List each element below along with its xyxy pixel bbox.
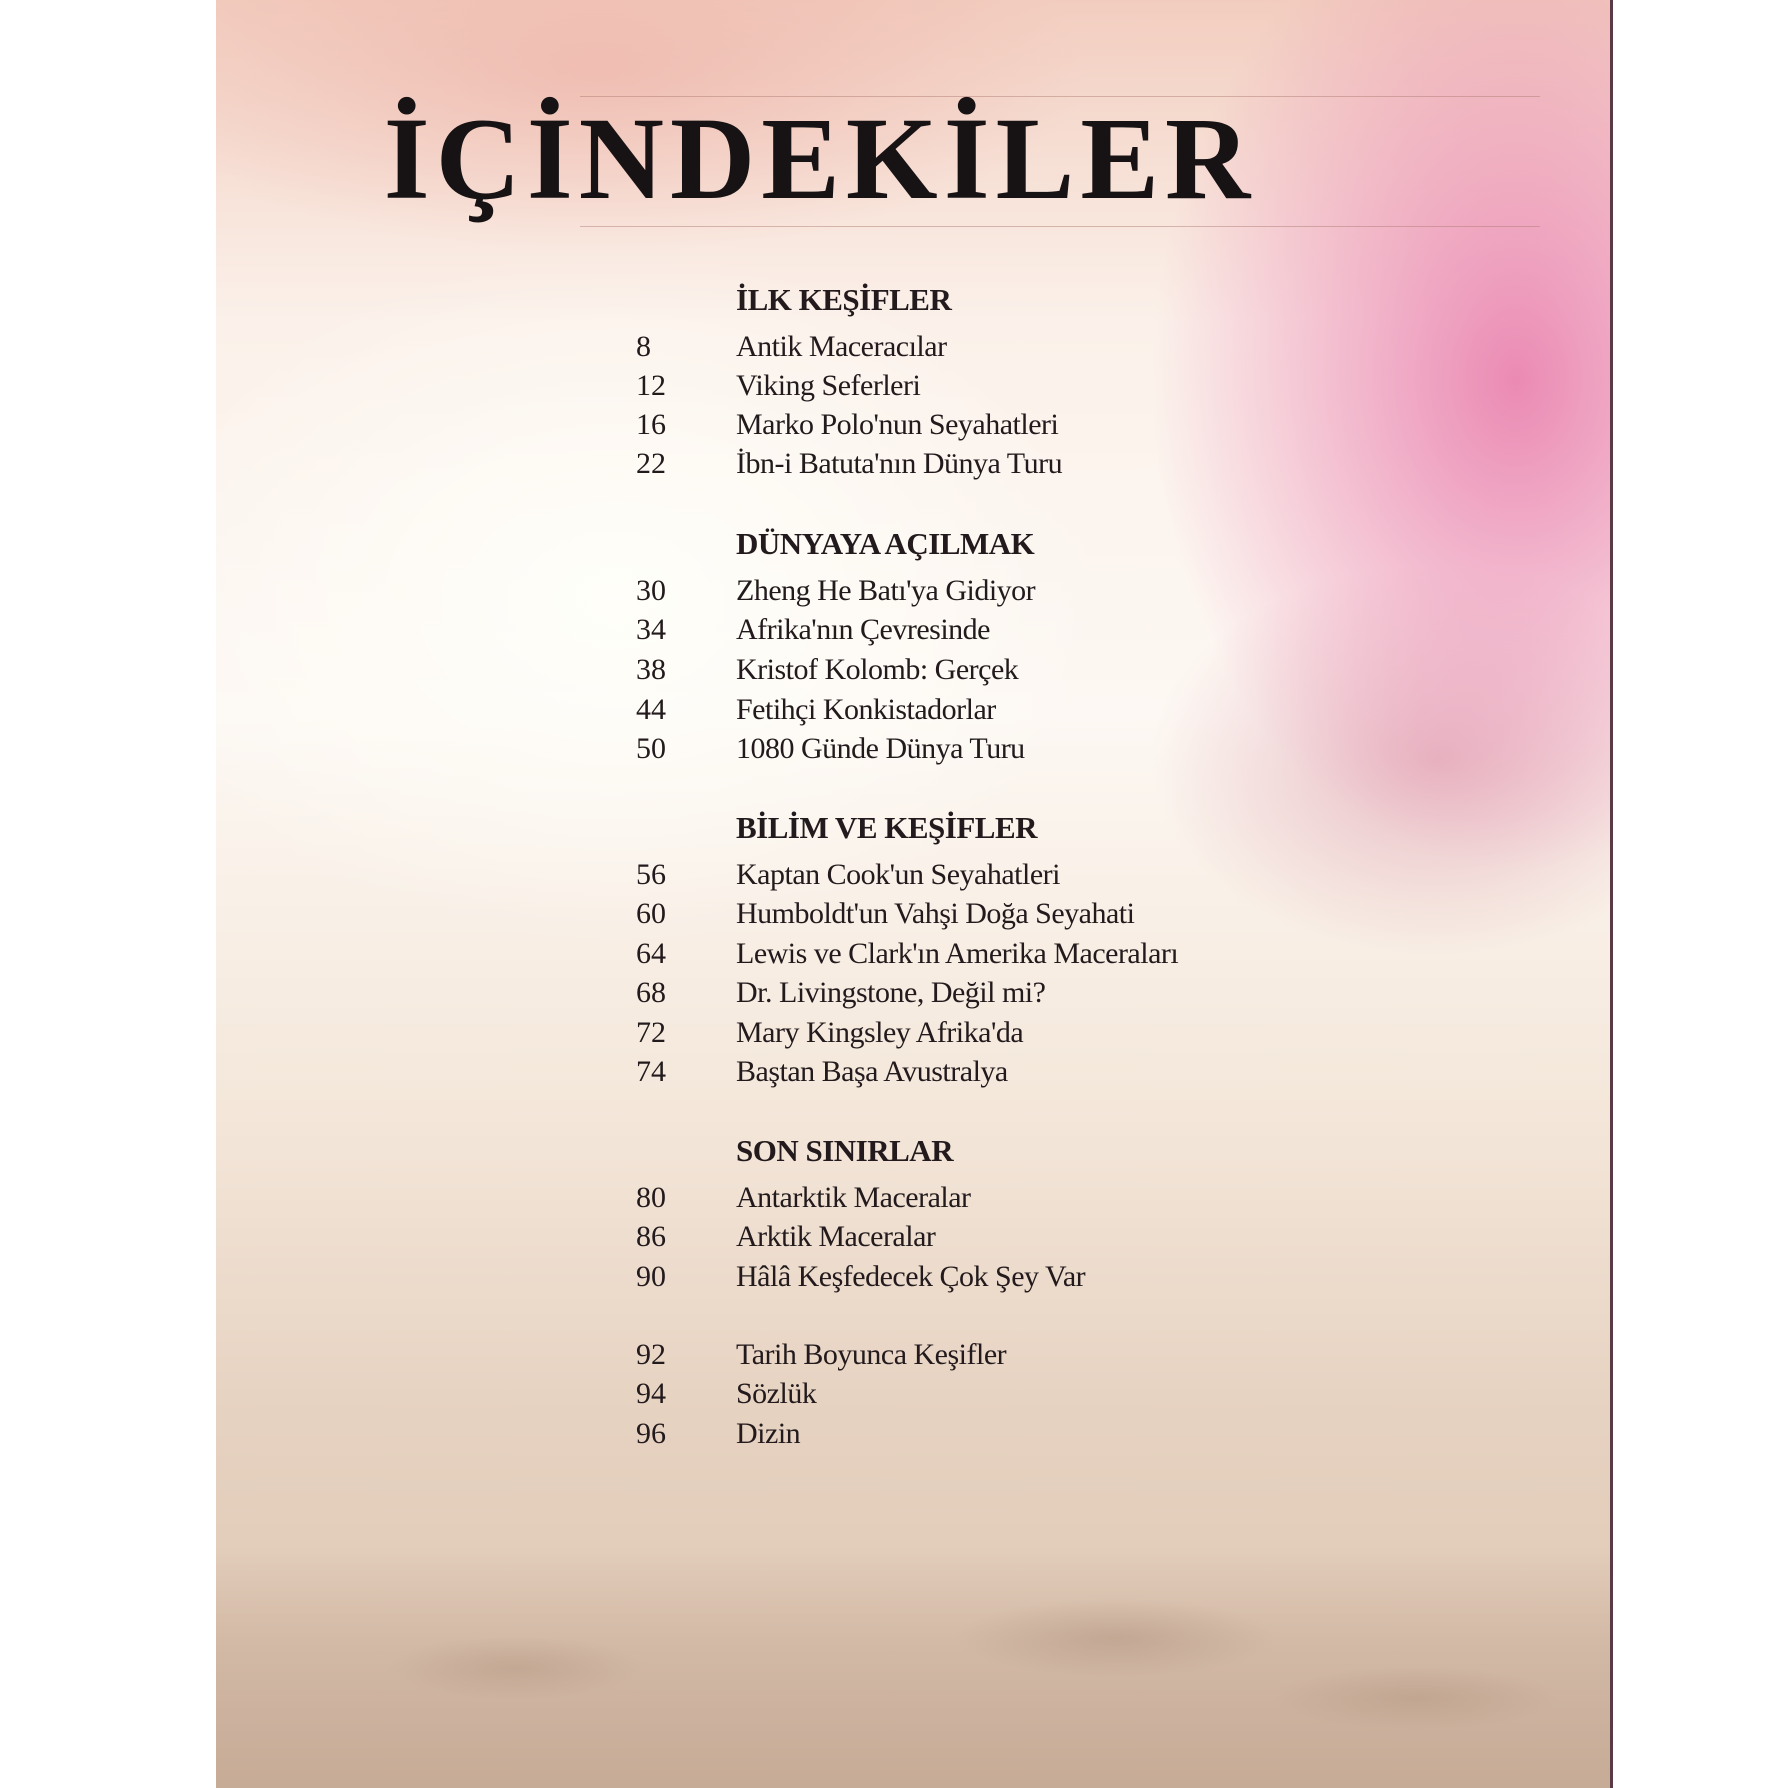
chapter-title: Arktik Maceralar (736, 1220, 936, 1253)
page-number: 90 (636, 1260, 666, 1293)
page-number: 38 (636, 653, 666, 686)
chapter-title: Humboldt'un Vahşi Doğa Seyahati (736, 897, 1135, 930)
chapter-title: Dizin (736, 1417, 801, 1450)
page-number: 44 (636, 693, 666, 726)
chapter-title: Sözlük (736, 1377, 817, 1410)
page-number: 96 (636, 1417, 666, 1450)
section-heading: İLK KEŞİFLER (736, 282, 952, 317)
page-number: 68 (636, 976, 666, 1009)
chapter-title: Hâlâ Keşfedecek Çok Şey Var (736, 1260, 1086, 1293)
page-title: İÇİNDEKİLER (383, 93, 1257, 224)
chapter-title: Dr. Livingstone, Değil mi? (736, 976, 1046, 1009)
page-number: 60 (636, 897, 666, 930)
chapter-title: Kristof Kolomb: Gerçek (736, 653, 1019, 686)
section-heading: DÜNYAYA AÇILMAK (736, 526, 1035, 561)
chapter-title: İbn-i Batuta'nın Dünya Turu (736, 447, 1063, 480)
desert-background (216, 1548, 1613, 1788)
page-number: 30 (636, 574, 666, 607)
chapter-title: Zheng He Batı'ya Gidiyor (736, 574, 1036, 607)
chapter-title: Fetihçi Konkistadorlar (736, 693, 996, 726)
page-number: 22 (636, 447, 666, 480)
chapter-title: 1080 Günde Dünya Turu (736, 732, 1025, 765)
page-number: 64 (636, 937, 666, 970)
page-number: 92 (636, 1338, 666, 1371)
page-number: 56 (636, 858, 666, 891)
page-number: 16 (636, 408, 666, 441)
chapter-title: Mary Kingsley Afrika'da (736, 1016, 1024, 1049)
chapter-title: Marko Polo'nun Seyahatleri (736, 408, 1059, 441)
section-heading: SON SINIRLAR (736, 1133, 954, 1168)
title-rule-bottom (580, 226, 1540, 227)
chapter-title: Kaptan Cook'un Seyahatleri (736, 858, 1060, 891)
chapter-title: Viking Seferleri (736, 369, 921, 402)
page-number: 12 (636, 369, 666, 402)
page-number: 50 (636, 732, 666, 765)
page-number: 80 (636, 1181, 666, 1214)
section-heading: BİLİM VE KEŞİFLER (736, 810, 1038, 845)
page-number: 94 (636, 1377, 666, 1410)
chapter-title: Lewis ve Clark'ın Amerika Maceraları (736, 937, 1179, 970)
page-number: 72 (636, 1016, 666, 1049)
chapter-title: Afrika'nın Çevresinde (736, 613, 990, 646)
chapter-title: Antik Maceracılar (736, 330, 947, 363)
book-page (216, 0, 1613, 1788)
chapter-title: Baştan Başa Avustralya (736, 1055, 1008, 1088)
chapter-title: Tarih Boyunca Keşifler (736, 1338, 1007, 1371)
page-number: 74 (636, 1055, 666, 1088)
page-number: 34 (636, 613, 666, 646)
page-number: 86 (636, 1220, 666, 1253)
page-number: 8 (636, 330, 651, 363)
chapter-title: Antarktik Maceralar (736, 1181, 971, 1214)
